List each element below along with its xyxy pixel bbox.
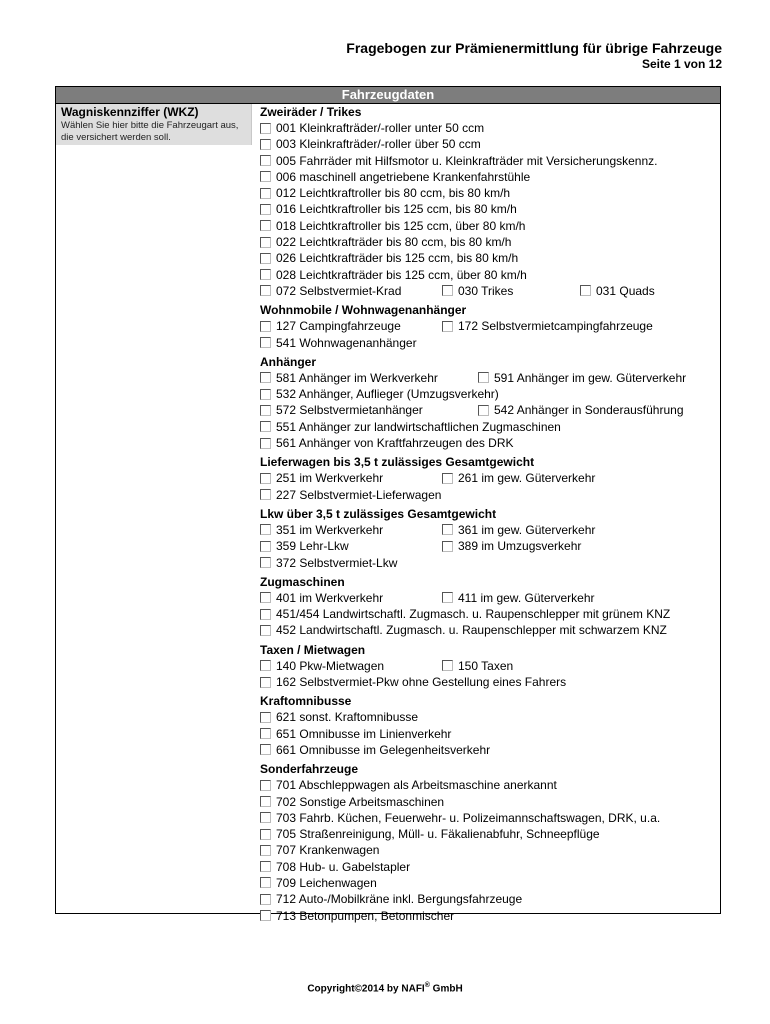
- option-label: 127 Campingfahrzeuge: [276, 319, 401, 334]
- vehicle-option[interactable]: [260, 810, 660, 826]
- option-label: 012 Leichtkraftroller bis 80 ccm, bis 80 km/h: [276, 186, 511, 201]
- option-label: 030 Trikes: [458, 283, 514, 298]
- option-label: 001 Kleinkrafträder/-roller unter 50 ccm: [276, 121, 485, 135]
- vehicle-option[interactable]: [260, 709, 418, 725]
- vehicle-option[interactable]: [442, 283, 513, 299]
- checkbox[interactable]: [260, 677, 271, 688]
- vehicle-option[interactable]: [260, 136, 481, 152]
- option-row: [260, 283, 720, 299]
- vehicle-option[interactable]: [260, 153, 658, 169]
- option-row: [260, 435, 720, 451]
- option-label: 709 Leichenwagen: [276, 875, 377, 890]
- vehicle-option[interactable]: [260, 169, 530, 185]
- option-row: [260, 875, 720, 891]
- checkbox[interactable]: [260, 812, 271, 823]
- checkbox[interactable]: [260, 188, 271, 199]
- company-suffix: GmbH: [429, 983, 463, 995]
- group-title: Wohnmobile / Wohnwagenanhänger: [260, 303, 467, 318]
- option-row: [260, 622, 720, 638]
- vehicle-option[interactable]: [260, 234, 511, 250]
- option-row: [260, 891, 720, 907]
- checkbox[interactable]: [260, 609, 271, 620]
- option-label: 227 Selbstvermiet-Lieferwagen: [276, 487, 442, 502]
- checkbox[interactable]: [260, 321, 271, 332]
- option-row: [260, 267, 720, 283]
- option-label: 018 Leichtkraftroller bis 125 ccm, über 80 km/h: [276, 218, 526, 233]
- option-row: [260, 201, 720, 217]
- option-label: 713 Betonpumpen, Betonmischer: [276, 908, 455, 923]
- vehicle-option[interactable]: [442, 590, 595, 606]
- checkbox[interactable]: [260, 728, 271, 739]
- document-header: [346, 40, 722, 71]
- option-row: [260, 538, 720, 554]
- checkbox[interactable]: [260, 894, 271, 905]
- vehicle-option[interactable]: [260, 470, 383, 486]
- vehicle-option[interactable]: [260, 794, 444, 810]
- vehicle-option[interactable]: [260, 742, 490, 758]
- checkbox[interactable]: [260, 910, 271, 921]
- option-row: [260, 842, 720, 858]
- checkbox[interactable]: [260, 421, 271, 432]
- wkz-label: Wagniskennziffer (WKZ): [61, 105, 199, 119]
- option-row: [260, 419, 720, 435]
- checkbox[interactable]: [260, 405, 271, 416]
- vehicle-option[interactable]: [260, 201, 517, 217]
- vehicle-data-form: [55, 86, 721, 923]
- vehicle-option[interactable]: [580, 283, 655, 299]
- checkbox[interactable]: [260, 660, 271, 671]
- option-label: 451/454 Landwirtschaftl. Zugmasch. u. Raupenschlepper mit grünem KNZ: [276, 607, 671, 622]
- option-row: [260, 590, 720, 606]
- option-row: [260, 153, 720, 169]
- vehicle-option[interactable]: [442, 522, 595, 538]
- vehicle-option[interactable]: [260, 590, 383, 606]
- checkbox[interactable]: [260, 489, 271, 500]
- option-label: 372 Selbstvermiet-Lkw: [276, 555, 398, 570]
- option-row: [260, 335, 720, 351]
- option-row: [260, 742, 720, 758]
- group-title: Zweiräder / Trikes: [260, 105, 362, 119]
- option-row: [260, 169, 720, 185]
- option-label: 708 Hub- u. Gabelstapler: [276, 859, 411, 874]
- option-label: 707 Krankenwagen: [276, 843, 380, 858]
- option-label: 172 Selbstvermietcampingfahrzeuge: [458, 319, 653, 334]
- vehicle-option[interactable]: [260, 487, 441, 503]
- option-row: [260, 136, 720, 152]
- vehicle-option[interactable]: [260, 891, 522, 907]
- option-row: [260, 777, 720, 793]
- option-label: 005 Fahrräder mit Hilfsmotor u. Kleinkrafträder mit Versicherungskennz.: [276, 153, 658, 168]
- option-label: 026 Leichtkrafträder bis 125 ccm, bis 80 km/h: [276, 251, 519, 266]
- vehicle-option[interactable]: [478, 402, 684, 418]
- option-row: [260, 658, 720, 674]
- vehicle-option[interactable]: [260, 335, 417, 351]
- checkbox[interactable]: [260, 557, 271, 568]
- option-label: 140 Pkw-Mietwagen: [276, 658, 385, 673]
- option-row: [260, 470, 720, 486]
- option-row: [260, 522, 720, 538]
- checkbox[interactable]: [260, 829, 271, 840]
- option-row: [260, 794, 720, 810]
- vehicle-option[interactable]: [442, 470, 595, 486]
- company-name: NAFI: [401, 983, 425, 995]
- checkbox[interactable]: [260, 237, 271, 248]
- checkbox[interactable]: [260, 592, 271, 603]
- option-row: [260, 218, 720, 234]
- option-label: 162 Selbstvermiet-Pkw ohne Gestellung eines Fahrers: [276, 675, 567, 690]
- option-label: 150 Taxen: [458, 658, 514, 673]
- option-label: 261 im gew. Güterverkehr: [458, 471, 596, 486]
- option-row: [260, 487, 720, 503]
- checkbox[interactable]: [260, 541, 271, 552]
- option-row: [260, 908, 720, 924]
- option-label: 551 Anhänger zur landwirtschaftlichen Zugmaschinen: [276, 419, 561, 434]
- option-label: 701 Abschleppwagen als Arbeitsmaschine anerkannt: [276, 778, 557, 793]
- vehicle-option[interactable]: [260, 120, 484, 136]
- group-title: Sonderfahrzeuge: [260, 762, 359, 777]
- vehicle-option[interactable]: [260, 842, 379, 858]
- vehicle-option[interactable]: [260, 826, 600, 842]
- vehicle-option[interactable]: [260, 250, 518, 266]
- option-label: 006 maschinell angetriebene Krankenfahrstühle: [276, 169, 531, 184]
- group-title: Zugmaschinen: [260, 574, 345, 589]
- vehicle-type-options: [260, 104, 720, 924]
- option-row: [260, 555, 720, 571]
- option-label: 389 im Umzugsverkehr: [458, 539, 582, 554]
- group-title: Lkw über 3,5 t zulässiges Gesamtgewicht: [260, 506, 497, 521]
- option-label: 411 im gew. Güterverkehr: [458, 590, 595, 605]
- checkbox[interactable]: [260, 285, 271, 296]
- option-label: 661 Omnibusse im Gelegenheitsverkehr: [276, 742, 491, 757]
- option-row: [260, 726, 720, 742]
- checkbox[interactable]: [260, 389, 271, 400]
- copyright-footer: [0, 982, 770, 994]
- checkbox[interactable]: [260, 139, 271, 150]
- copyright-text: Copyright©2014 by: [307, 983, 402, 995]
- vehicle-option[interactable]: [260, 658, 384, 674]
- checkbox[interactable]: [580, 285, 591, 296]
- vehicle-option[interactable]: [260, 318, 401, 334]
- option-label: 532 Anhänger, Auflieger (Umzugsverkehr): [276, 387, 499, 402]
- group-title: Kraftomnibusse: [260, 694, 352, 709]
- checkbox[interactable]: [260, 796, 271, 807]
- option-label: 541 Wohnwagenanhänger: [276, 335, 417, 350]
- vehicle-option[interactable]: [260, 726, 451, 742]
- option-label: 712 Auto-/Mobilkräne inkl. Bergungsfahrzeuge: [276, 892, 523, 907]
- checkbox[interactable]: [478, 405, 489, 416]
- option-label: 351 im Werkverkehr: [276, 522, 384, 537]
- option-label: 359 Lehr-Lkw: [276, 539, 349, 554]
- vehicle-option[interactable]: [260, 419, 561, 435]
- group-title: Lieferwagen bis 3,5 t zulässiges Gesamtgewicht: [260, 455, 535, 470]
- checkbox[interactable]: [260, 269, 271, 280]
- option-label: 591 Anhänger im gew. Güterverkehr: [494, 370, 687, 385]
- option-row: [260, 318, 720, 334]
- option-label: 401 im Werkverkehr: [276, 590, 384, 605]
- option-row: [260, 250, 720, 266]
- option-label: 651 Omnibusse im Linienverkehr: [276, 726, 452, 741]
- checkbox[interactable]: [260, 473, 271, 484]
- vehicle-option[interactable]: [260, 267, 527, 283]
- option-label: 703 Fahrb. Küchen, Feuerwehr- u. Polizeimannschaftswagen, DRK, u.a.: [276, 810, 661, 825]
- option-label: 031 Quads: [596, 283, 655, 298]
- vehicle-option[interactable]: [260, 859, 410, 875]
- wkz-label-cell: [56, 104, 252, 145]
- vehicle-option[interactable]: [260, 538, 349, 554]
- option-label: 452 Landwirtschaftl. Zugmasch. u. Raupenschlepper mit schwarzem KNZ: [276, 623, 667, 638]
- checkbox[interactable]: [260, 155, 271, 166]
- option-label: 072 Selbstvermiet-Krad: [276, 283, 402, 298]
- vehicle-option[interactable]: [260, 875, 377, 891]
- option-row: [260, 402, 720, 418]
- page-indicator: Seite 1 von 12: [641, 57, 722, 71]
- section-title-bar: Fahrzeugdaten: [56, 87, 720, 104]
- vehicle-option[interactable]: [442, 318, 653, 334]
- checkbox[interactable]: [260, 337, 271, 348]
- option-row: [260, 826, 720, 842]
- vehicle-option[interactable]: [260, 370, 438, 386]
- checkbox[interactable]: [442, 541, 453, 552]
- vehicle-option[interactable]: [260, 435, 514, 451]
- vehicle-option[interactable]: [260, 522, 383, 538]
- option-row: [260, 370, 720, 386]
- vehicle-option[interactable]: [260, 908, 454, 924]
- checkbox[interactable]: [260, 372, 271, 383]
- checkbox[interactable]: [260, 524, 271, 535]
- checkbox[interactable]: [260, 712, 271, 723]
- checkbox[interactable]: [442, 321, 453, 332]
- registered-mark: ®: [424, 982, 430, 989]
- document-title: Fragebogen zur Prämienermittlung für übrige Fahrzeuge: [346, 40, 722, 56]
- option-row: [260, 859, 720, 875]
- option-row: [260, 234, 720, 250]
- option-label: 022 Leichtkrafträder bis 80 ccm, bis 80 km/h: [276, 235, 512, 250]
- checkbox[interactable]: [260, 845, 271, 856]
- vehicle-option[interactable]: [442, 538, 581, 554]
- option-row: [260, 606, 720, 622]
- checkbox[interactable]: [260, 220, 271, 231]
- option-label: 542 Anhänger in Sonderausführung: [494, 403, 684, 418]
- option-label: 361 im gew. Güterverkehr: [458, 522, 596, 537]
- option-label: 003 Kleinkrafträder/-roller über 50 ccm: [276, 137, 481, 152]
- checkbox[interactable]: [442, 660, 453, 671]
- checkbox[interactable]: [478, 372, 489, 383]
- group-title: Taxen / Mietwagen: [260, 642, 366, 657]
- option-label: 561 Anhänger von Kraftfahrzeugen des DRK: [276, 436, 514, 451]
- option-label: 016 Leichtkraftroller bis 125 ccm, bis 80 km/h: [276, 202, 517, 217]
- vehicle-option[interactable]: [442, 658, 513, 674]
- option-label: 572 Selbstvermietanhänger: [276, 403, 423, 418]
- checkbox[interactable]: [260, 123, 271, 134]
- option-row: [260, 120, 720, 136]
- vehicle-option[interactable]: [260, 622, 667, 638]
- option-label: 621 sonst. Kraftomnibusse: [276, 710, 419, 725]
- checkbox[interactable]: [260, 625, 271, 636]
- vehicle-option[interactable]: [478, 370, 686, 386]
- checkbox[interactable]: [442, 524, 453, 535]
- checkbox[interactable]: [260, 861, 271, 872]
- checkbox[interactable]: [260, 877, 271, 888]
- option-label: 705 Straßenreinigung, Müll- u. Fäkalienabfuhr, Schneepflüge: [276, 827, 600, 842]
- option-label: 702 Sonstige Arbeitsmaschinen: [276, 794, 445, 809]
- vehicle-option[interactable]: [260, 283, 401, 299]
- vehicle-option[interactable]: [260, 402, 423, 418]
- checkbox[interactable]: [442, 473, 453, 484]
- vehicle-option[interactable]: [260, 674, 566, 690]
- checkbox[interactable]: [260, 744, 271, 755]
- option-row: [260, 185, 720, 201]
- checkbox[interactable]: [260, 171, 271, 182]
- vehicle-option[interactable]: [260, 777, 557, 793]
- option-row: [260, 709, 720, 725]
- wkz-hint: Wählen Sie hier bitte die Fahrzeugart aus, die versichert werden soll.: [61, 120, 239, 143]
- vehicle-option[interactable]: [260, 185, 510, 201]
- option-row: [260, 386, 720, 402]
- checkbox[interactable]: [260, 438, 271, 449]
- vehicle-option[interactable]: [260, 606, 670, 622]
- checkbox[interactable]: [260, 204, 271, 215]
- option-label: 581 Anhänger im Werkverkehr: [276, 370, 438, 385]
- checkbox[interactable]: [260, 253, 271, 264]
- checkbox[interactable]: [442, 285, 453, 296]
- checkbox[interactable]: [442, 592, 453, 603]
- checkbox[interactable]: [260, 780, 271, 791]
- option-label: 028 Leichtkrafträder bis 125 ccm, über 80 km/h: [276, 267, 527, 282]
- vehicle-option[interactable]: [260, 555, 397, 571]
- vehicle-option[interactable]: [260, 386, 499, 402]
- option-label: 251 im Werkverkehr: [276, 471, 384, 486]
- group-title: Anhänger: [260, 354, 317, 369]
- vehicle-option[interactable]: [260, 218, 525, 234]
- option-row: [260, 810, 720, 826]
- option-row: [260, 674, 720, 690]
